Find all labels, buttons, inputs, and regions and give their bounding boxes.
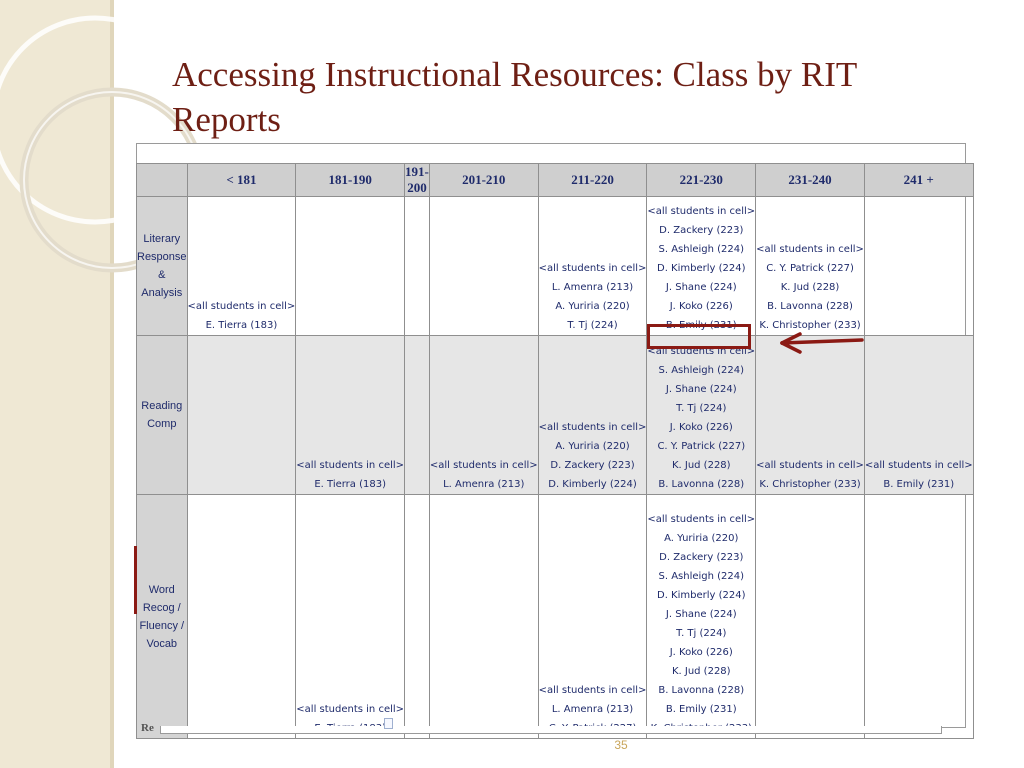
- student-entry[interactable]: K. Jud (228): [780, 282, 840, 293]
- all-students-link[interactable]: <all students in cell>: [538, 263, 647, 274]
- report-cell: [187, 197, 296, 336]
- student-entry[interactable]: J. Koko (226): [669, 422, 733, 433]
- class-by-rit-report: [136, 143, 973, 728]
- student-entry[interactable]: B. Lavonna (228): [767, 301, 853, 312]
- student-entry[interactable]: A. Yuriria (220): [555, 441, 630, 452]
- rit-report-table: [136, 163, 974, 739]
- column-header: 191-200: [405, 164, 429, 195]
- student-entry[interactable]: B. Lavonna (228): [658, 479, 745, 490]
- student-entry[interactable]: T. Tj (224): [567, 320, 618, 331]
- student-entry[interactable]: C. Y. Patrick (227): [657, 441, 746, 452]
- student-entry[interactable]: L. Amenra (213): [551, 282, 634, 293]
- all-students-link[interactable]: <all students in cell>: [864, 460, 973, 471]
- corner-cell: [137, 164, 188, 197]
- row-header-line: Literary: [143, 233, 181, 245]
- report-cell: [429, 336, 538, 495]
- row-header-line: Response: [137, 251, 187, 263]
- student-entry[interactable]: K. Christopher (233): [759, 320, 861, 331]
- row-header-line: Fluency /: [139, 619, 185, 632]
- all-students-link[interactable]: <all students in cell>: [756, 460, 864, 471]
- student-entry[interactable]: B. Lavonna (228): [658, 685, 745, 696]
- report-row: [137, 336, 974, 495]
- column-header: 231-240: [756, 164, 865, 197]
- report-cell: [756, 495, 865, 739]
- report-cell: [296, 197, 405, 336]
- all-students-link[interactable]: <all students in cell>: [756, 244, 864, 255]
- row-header-line: Word: [148, 583, 175, 596]
- row-header-line: Analysis: [141, 287, 183, 299]
- all-students-link[interactable]: <all students in cell>: [647, 206, 756, 217]
- report-row: [137, 495, 974, 739]
- report-cell: [647, 197, 756, 336]
- report-cell: [187, 336, 296, 495]
- student-entry[interactable]: D. Kimberly (224): [548, 479, 637, 490]
- report-cell: [864, 336, 973, 495]
- report-row: [137, 197, 974, 336]
- row-header-line: &: [158, 269, 166, 281]
- student-entry[interactable]: K. Jud (228): [671, 666, 731, 677]
- all-students-link[interactable]: <all students in cell>: [538, 422, 647, 433]
- report-cell: [405, 197, 430, 336]
- report-cell: [538, 336, 647, 495]
- column-header: 221-230: [647, 164, 756, 197]
- student-entry[interactable]: B. Emily (231): [665, 320, 737, 331]
- report-cell: [864, 495, 973, 739]
- all-students-link[interactable]: <all students in cell>: [647, 346, 756, 357]
- row-header-line: Recog /: [142, 601, 181, 614]
- report-cell: [405, 495, 430, 739]
- report-cell: [647, 336, 756, 495]
- page-number: 35: [614, 738, 628, 752]
- student-entry[interactable]: S. Ashleigh (224): [658, 244, 745, 255]
- row-header-line: Vocab: [146, 637, 178, 650]
- footer-fragment-text: Re: [141, 722, 154, 734]
- all-students-link[interactable]: <all students in cell>: [538, 685, 647, 696]
- report-cell: [538, 197, 647, 336]
- student-entry[interactable]: A. Yuriria (220): [664, 533, 739, 544]
- report-cell: [864, 197, 973, 336]
- all-students-link[interactable]: <all students in cell>: [429, 460, 538, 471]
- all-students-link[interactable]: <all students in cell>: [647, 514, 756, 525]
- report-footer-strip: [160, 726, 942, 734]
- student-entry[interactable]: J. Koko (226): [669, 301, 733, 312]
- student-entry[interactable]: J. Shane (224): [665, 609, 737, 620]
- student-entry[interactable]: D. Kimberly (224): [657, 590, 746, 601]
- left-arrow-icon: [774, 332, 866, 354]
- all-students-link[interactable]: <all students in cell>: [296, 460, 405, 471]
- document-icon: [384, 718, 393, 729]
- student-entry[interactable]: J. Shane (224): [665, 282, 737, 293]
- report-cell: [647, 495, 756, 739]
- student-entry[interactable]: B. Emily (231): [665, 704, 737, 715]
- student-entry[interactable]: T. Tj (224): [676, 628, 727, 639]
- student-entry[interactable]: A. Yuriria (220): [555, 301, 630, 312]
- highlight-box-all-students: [647, 324, 751, 349]
- column-header: 241 +: [864, 164, 973, 197]
- report-cell: [429, 197, 538, 336]
- report-cell: [429, 495, 538, 739]
- row-header-line: Reading: [141, 400, 183, 412]
- report-cell: [538, 495, 647, 739]
- column-header: 201-210: [429, 164, 538, 197]
- column-header: < 181: [187, 164, 296, 197]
- report-cell: [405, 336, 430, 495]
- report-cell: [756, 336, 865, 495]
- student-entry[interactable]: B. Emily (231): [883, 479, 955, 490]
- row-header: [137, 495, 188, 739]
- row-header-line: Comp: [147, 418, 177, 430]
- student-entry[interactable]: D. Zackery (223): [659, 552, 744, 563]
- report-header-row: [137, 164, 974, 197]
- all-students-link[interactable]: <all students in cell>: [296, 704, 405, 715]
- row-header: [137, 197, 188, 336]
- column-header: 211-220: [538, 164, 647, 197]
- student-entry[interactable]: L. Amenra (213): [443, 479, 525, 490]
- column-header: 181-190: [296, 164, 405, 197]
- report-cell: [296, 495, 405, 739]
- student-entry[interactable]: K. Christopher (233): [759, 479, 861, 490]
- student-entry[interactable]: L. Amenra (213): [551, 704, 634, 715]
- student-entry[interactable]: J. Koko (226): [669, 647, 733, 658]
- student-entry[interactable]: T. Tj (224): [676, 403, 727, 414]
- student-entry[interactable]: E. Tierra (183): [314, 479, 386, 490]
- student-entry[interactable]: K. Jud (228): [671, 460, 731, 471]
- report-cell: [187, 495, 296, 739]
- student-entry[interactable]: D. Kimberly (224): [657, 263, 746, 274]
- slide-title: Accessing Instructional Resources: Class by RIT Reports: [172, 55, 857, 139]
- all-students-link[interactable]: <all students in cell>: [187, 301, 296, 312]
- student-entry[interactable]: S. Ashleigh (224): [658, 571, 745, 582]
- student-entry[interactable]: D. Zackery (223): [659, 225, 744, 236]
- student-entry[interactable]: J. Shane (224): [665, 384, 737, 395]
- student-entry[interactable]: E. Tierra (183): [205, 320, 278, 331]
- report-cell: [756, 197, 865, 336]
- student-entry[interactable]: C. Y. Patrick (227): [766, 263, 854, 274]
- report-cell: [296, 336, 405, 495]
- red-marker-line: [134, 546, 137, 614]
- row-header: [137, 336, 188, 495]
- student-entry[interactable]: D. Zackery (223): [550, 460, 635, 471]
- student-entry[interactable]: S. Ashleigh (224): [658, 365, 745, 376]
